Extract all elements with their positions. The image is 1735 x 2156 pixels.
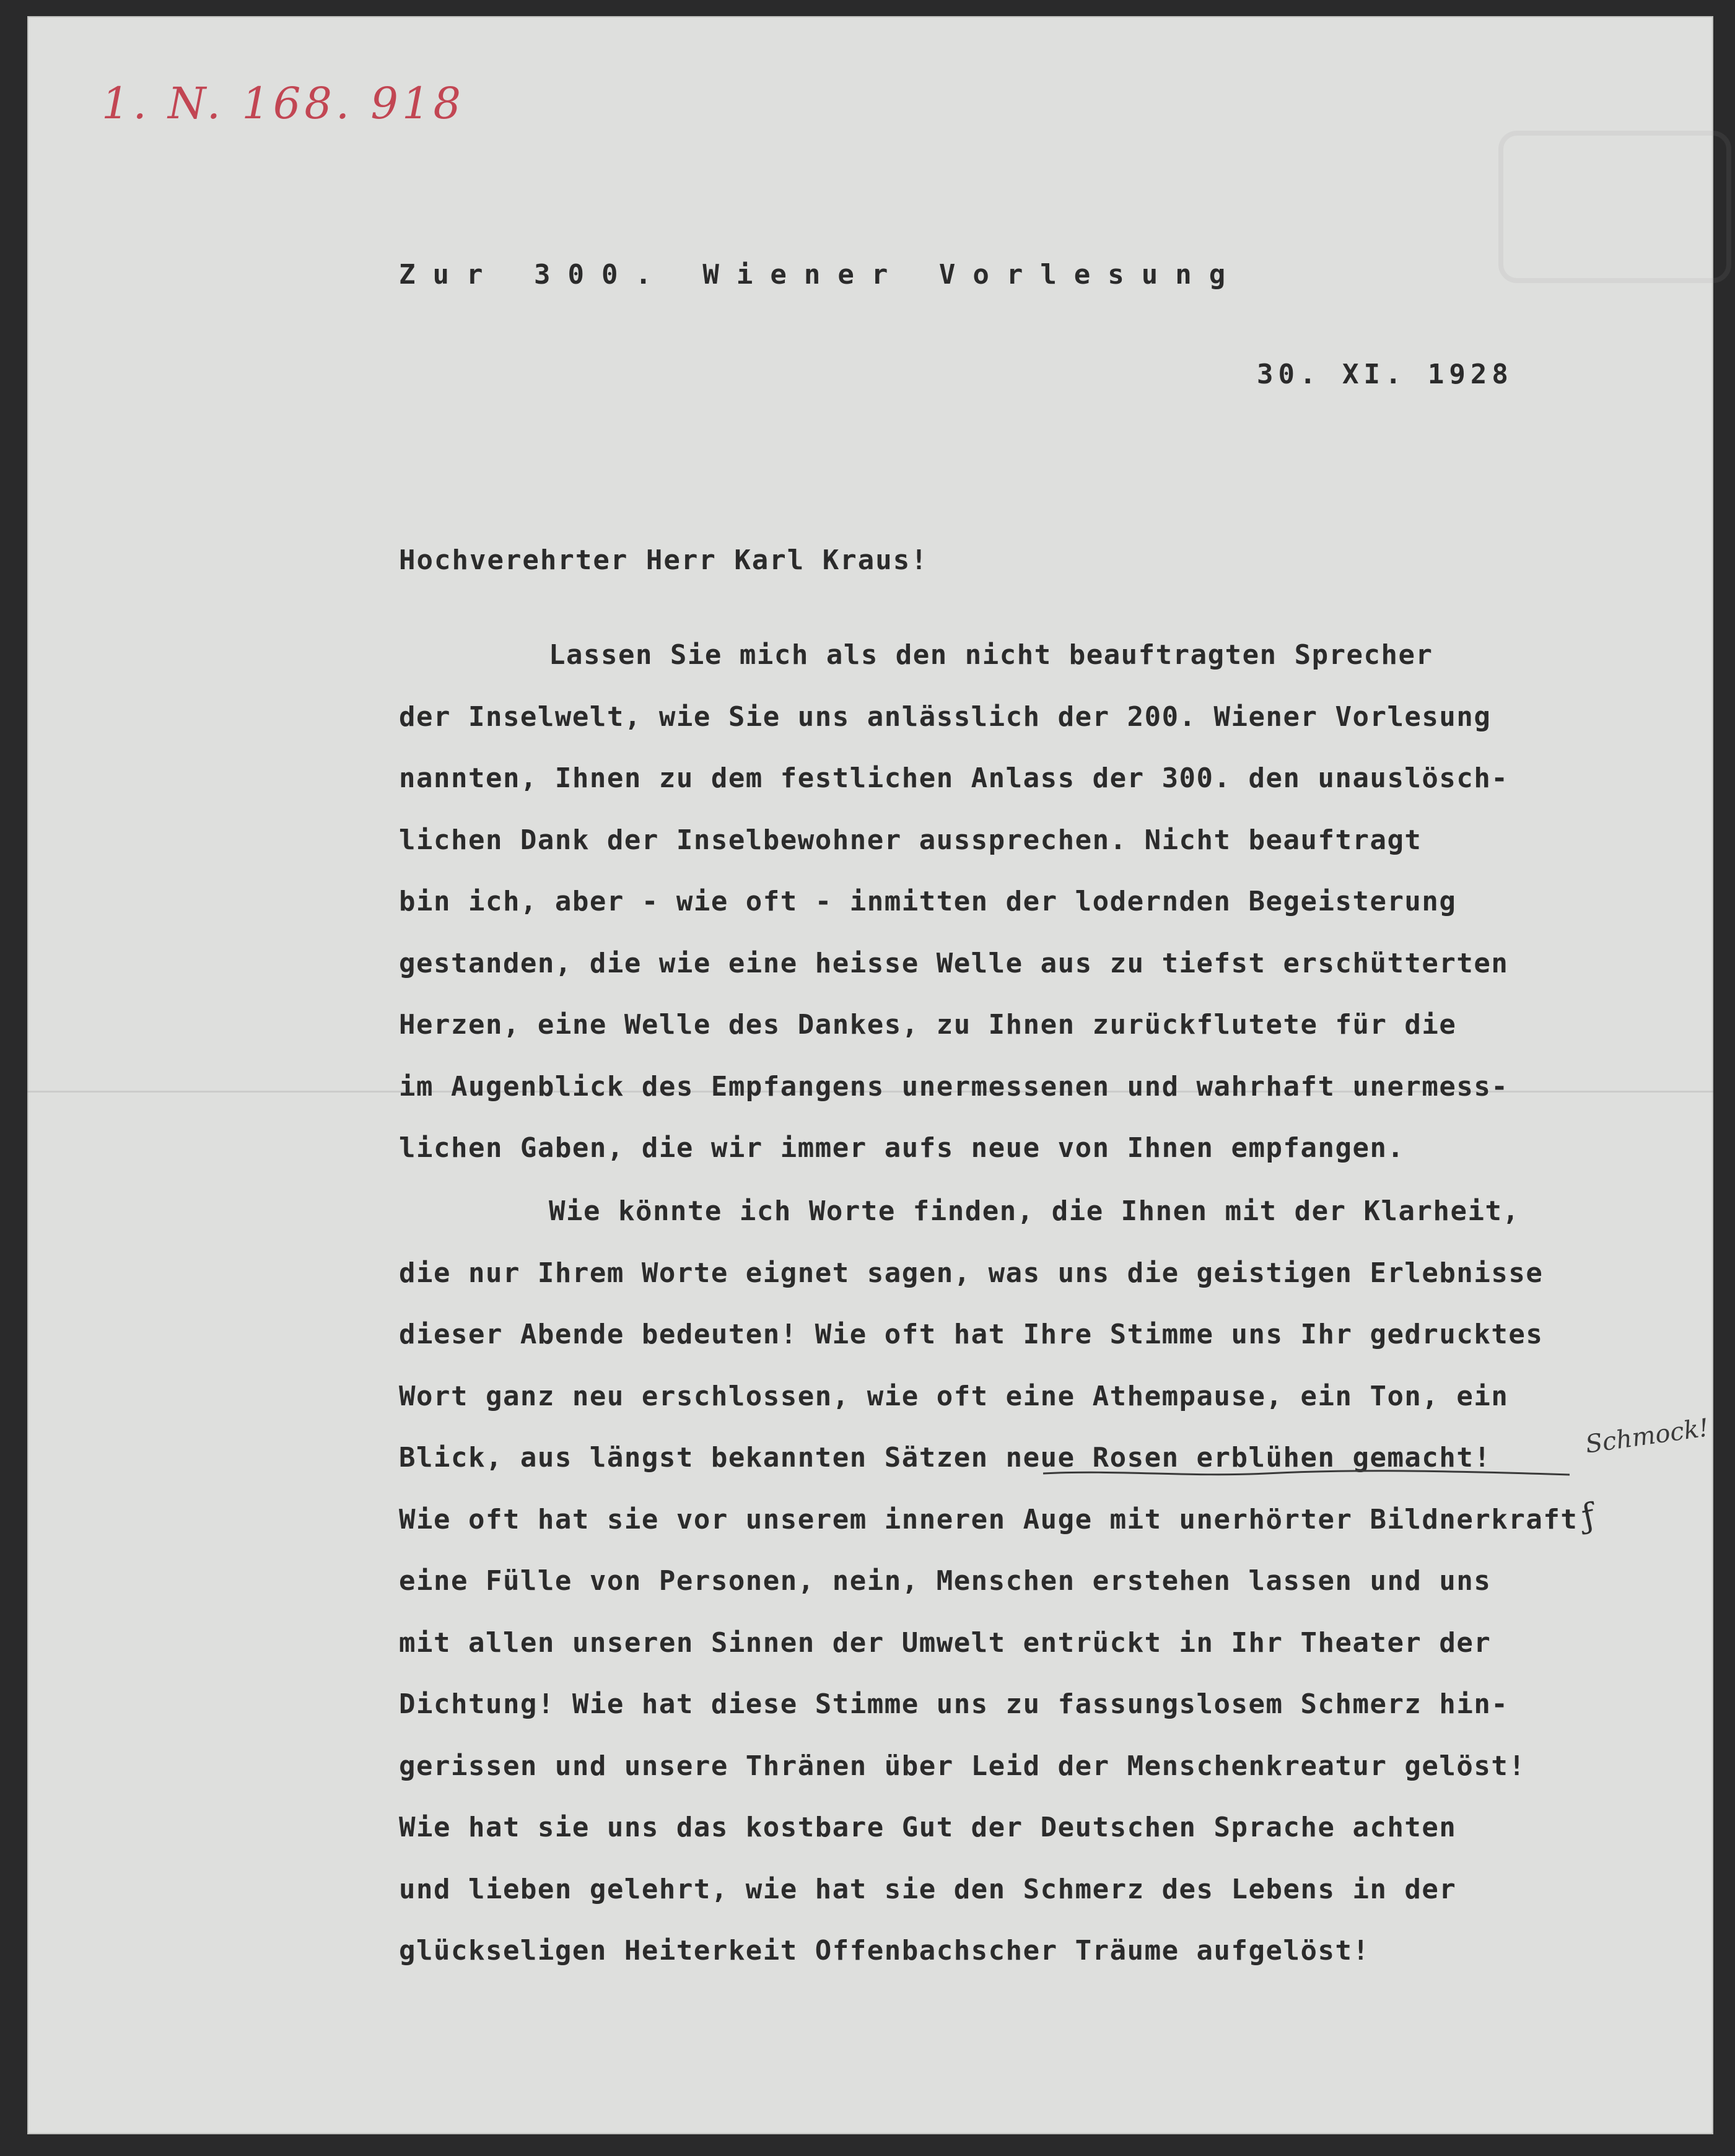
text-line: die nur Ihrem Worte eignet sagen, was uns die geistigen Erlebnisse [399, 1257, 1544, 1289]
text-line: Wie hat sie uns das kostbare Gut der Deutschen Sprache achten [399, 1812, 1457, 1843]
text-line: Wie oft hat sie vor unserem inneren Auge mit unerhörter Bildnerkraft [399, 1503, 1578, 1535]
text-line: gerissen und unsere Thränen über Leid der Menschenkreatur gelöst! [399, 1750, 1526, 1782]
text-line: eine Fülle von Personen, nein, Menschen erstehen lassen und uns [399, 1565, 1492, 1597]
letter-page [27, 16, 1713, 2134]
text-line: Dichtung! Wie hat diese Stimme uns zu fassungslosem Schmerz hin- [399, 1688, 1509, 1720]
paragraph-1 [399, 624, 1669, 1179]
text-line: Wie könnte ich Worte finden, die Ihnen mit der Klarheit, [549, 1195, 1520, 1227]
text-line: bin ich, aber - wie oft - inmitten der lodernden Begeisterung [399, 886, 1457, 917]
text-line: der Inselwelt, wie Sie uns anlässlich der 200. Wiener Vorlesung [399, 700, 1492, 733]
archive-number: 1. N. 168. 918 [102, 78, 465, 129]
text-line: dieser Abende bedeuten! Wie oft hat Ihre Stimme uns Ihr gedrucktes [399, 1319, 1544, 1350]
text-line: Herzen, eine Welle des Dankes, zu Ihnen zurückflutete für die [399, 1009, 1457, 1041]
letter-date: 30. XI. 1928 [1257, 359, 1513, 390]
text-line: lichen Dank der Inselbewohner aussprechen. Nicht beauftragt [399, 824, 1422, 856]
text-line: nannten, Ihnen zu dem festlichen Anlass der 300. den unauslösch- [399, 762, 1509, 794]
faint-stamp-impression [1498, 131, 1731, 283]
handwritten-underline [1043, 1469, 1570, 1478]
paragraph-2 [399, 1181, 1669, 1982]
text-line: mit allen unseren Sinnen der Umwelt entrückt in Ihr Theater der [399, 1626, 1492, 1659]
handwritten-margin-note: Schmock! [1583, 1413, 1711, 1459]
text-line: Blick, aus längst bekannten Sätzen neue Rosen erblühen gemacht! [399, 1442, 1492, 1473]
text-line: gestanden, die wie eine heisse Welle aus zu tiefst erschütterten [399, 947, 1509, 979]
letter-title: Zur 300. Wiener Vorlesung [399, 259, 1243, 290]
text-line: glückseligen Heiterkeit Offenbachscher Träume aufgelöst! [399, 1935, 1370, 1966]
text-line: Lassen Sie mich als den nicht beauftragten Sprecher [549, 639, 1433, 671]
text-line: lichen Gaben, die wir immer aufs neue von Ihnen empfangen. [399, 1132, 1405, 1164]
handwritten-correction-mark: ƒ [1578, 1495, 1599, 1537]
text-line: und lieben gelehrt, wie hat sie den Schmerz des Lebens in der [399, 1873, 1457, 1905]
text-line: Wort ganz neu erschlossen, wie oft eine Athempause, ein Ton, ein [399, 1380, 1509, 1412]
salutation: Hochverehrter Herr Karl Kraus! [399, 544, 929, 576]
text-line: im Augenblick des Empfangens unermessenen und wahrhaft unermess- [399, 1070, 1509, 1102]
